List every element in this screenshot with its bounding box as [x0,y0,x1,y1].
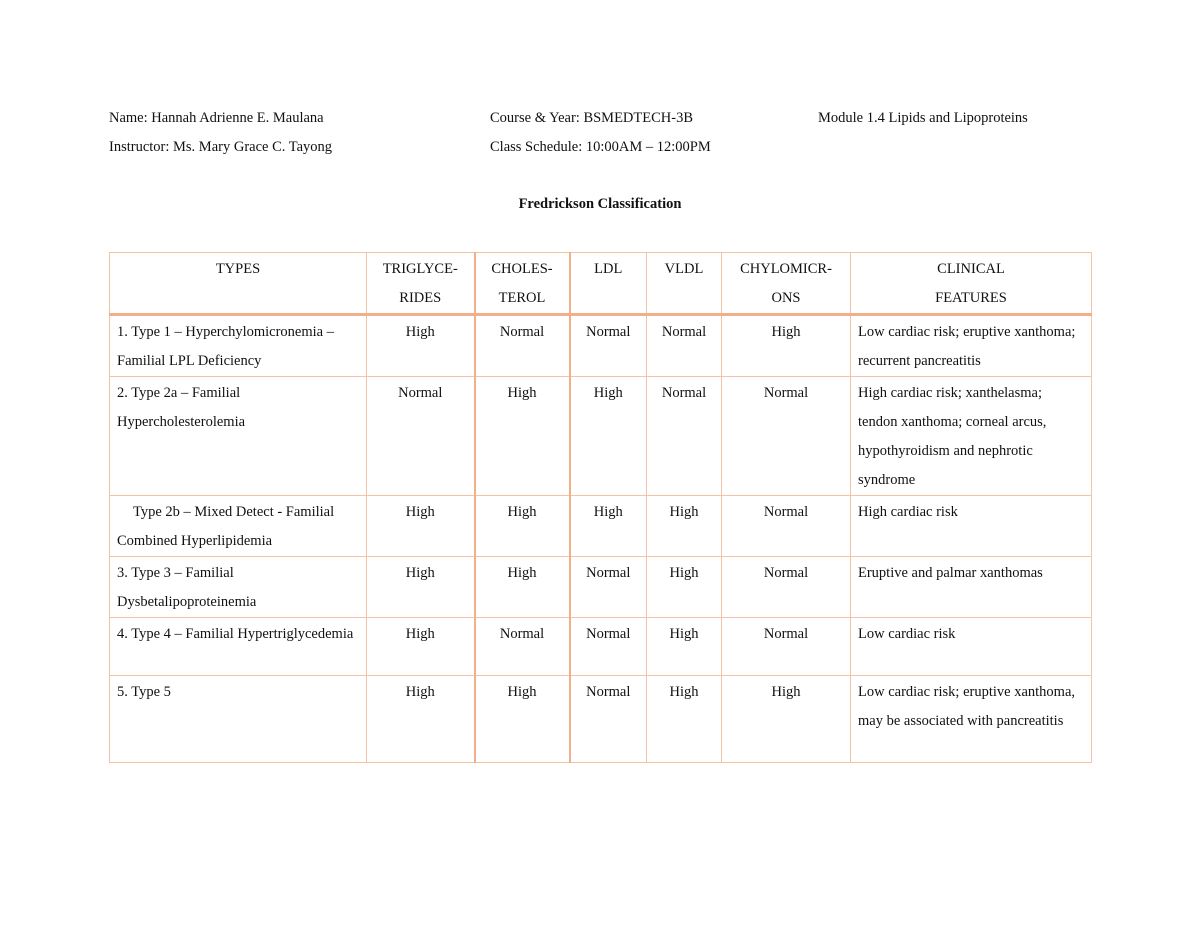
vldl-cell: High [647,618,722,676]
cholesterol-cell: High [475,377,570,496]
cholesterol-cell: High [475,676,570,763]
fredrickson-table [109,252,1092,763]
ldl-cell: High [570,377,647,496]
header-cholesterol: CHOLES- TEROL [475,253,570,315]
type-cell: 4. Type 4 – Familial Hypertriglycedemia [110,618,367,676]
vldl-cell: High [647,496,722,557]
chylomicrons-cell: Normal [722,618,851,676]
course-year: Course & Year: BSMEDTECH-3B [490,110,694,126]
chylomicrons-cell: High [722,676,851,763]
ldl-cell: Normal [570,618,647,676]
triglycerides-cell: Normal [367,377,475,496]
chylomicrons-cell: Normal [722,496,851,557]
vldl-cell: Normal [647,315,722,377]
type-cell: Type 2b – Mixed Detect - Familial Combined Hyperlipidemia [110,496,367,557]
vldl-cell: High [647,676,722,763]
header-ldl: LDL [570,253,647,315]
triglycerides-cell: High [367,618,475,676]
table-row [110,496,1092,557]
type-cell: 1. Type 1 – Hyperchylomicronemia – Familial LPL Deficiency [110,315,367,377]
chylomicrons-cell: High [722,315,851,377]
cholesterol-cell: High [475,557,570,618]
vldl-cell: Normal [647,377,722,496]
header-chylomicrons: CHYLOMICR- ONS [722,253,851,315]
table-row [110,315,1092,377]
ldl-cell: Normal [570,315,647,377]
clinical-features-cell: High cardiac risk [851,496,1092,557]
clinical-features-cell: Low cardiac risk [851,618,1092,676]
module-title: Module 1.4 Lipids and Lipoproteins [818,110,1028,126]
header-clinical-features: CLINICAL FEATURES [851,253,1092,315]
clinical-features-cell: Low cardiac risk; eruptive xanthoma, may be associated with pancreatitis [851,676,1092,763]
triglycerides-cell: High [367,557,475,618]
ldl-cell: Normal [570,676,647,763]
instructor-name: Instructor: Ms. Mary Grace C. Tayong [109,139,333,155]
ldl-cell: Normal [570,557,647,618]
chylomicrons-cell: Normal [722,557,851,618]
table-row [110,618,1092,676]
table-row [110,676,1092,763]
header-types: TYPES [110,253,367,315]
document-title: Fredrickson Classification [518,196,682,212]
clinical-features-cell: High cardiac risk; xanthelasma; tendon xanthoma; corneal arcus, hypothyroidism and nephrotic syndrome [851,377,1092,496]
ldl-cell: High [570,496,647,557]
student-name: Name: Hannah Adrienne E. Maulana [109,110,324,126]
type-cell: 5. Type 5 [110,676,367,763]
triglycerides-cell: High [367,496,475,557]
table-row [110,557,1092,618]
type-cell: 2. Type 2a – Familial Hypercholesterolemia [110,377,367,496]
header-vldl: VLDL [647,253,722,315]
type-cell: 3. Type 3 – Familial Dysbetalipoproteinemia [110,557,367,618]
vldl-cell: High [647,557,722,618]
clinical-features-cell: Eruptive and palmar xanthomas [851,557,1092,618]
table-row [110,377,1092,496]
cholesterol-cell: High [475,496,570,557]
cholesterol-cell: Normal [475,618,570,676]
triglycerides-cell: High [367,676,475,763]
clinical-features-cell: Low cardiac risk; eruptive xanthoma; recurrent pancreatitis [851,315,1092,377]
triglycerides-cell: High [367,315,475,377]
header-triglycerides: TRIGLYCE- RIDES [367,253,475,315]
class-schedule: Class Schedule: 10:00AM – 12:00PM [490,139,711,155]
table-header-row [110,253,1092,315]
cholesterol-cell: Normal [475,315,570,377]
chylomicrons-cell: Normal [722,377,851,496]
